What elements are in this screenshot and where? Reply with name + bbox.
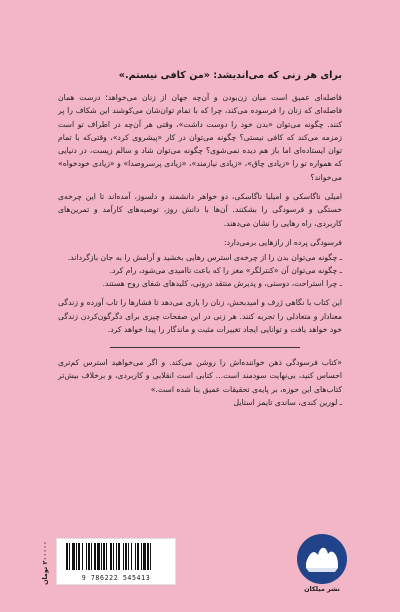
barcode-bar (69, 543, 70, 570)
barcode-bar (86, 543, 87, 570)
logo-graphic (295, 532, 349, 586)
review-quote (58, 356, 342, 409)
barcode (56, 538, 176, 585)
publisher-name: نشر میلکان (304, 585, 340, 593)
list-item: ـ چگونه می‌توان بدن را از چرخه‌ی استرس رهایی بخشید و آرامش را به جان بازگرداند. (67, 253, 342, 263)
barcode-bar (110, 543, 112, 570)
barcode-bar (78, 543, 80, 570)
barcode-bar (116, 543, 117, 570)
barcode-bar (106, 543, 107, 570)
list-item: ـ چگونه می‌توان آن «کنترلگر» مغز را که باعث ناامیدی می‌شود، رام کرد. (109, 266, 342, 276)
price-text: ۲۰۰۰۰۰ تومان (41, 541, 49, 585)
barcode-bar (88, 543, 90, 570)
barcode-digits: 9 786222 545413 (81, 574, 151, 582)
divider (110, 347, 300, 348)
logo-base (306, 568, 338, 572)
intro-paragraph: فاصله‌ای عمیق است میان زن‌بودن و آن‌چه جهان از زنان می‌خواهد؛ درست همان فاصله‌ای که زنان را فرسوده می‌کند، چرا که با تمام توان‌شان می‌کوشند این شکاف را پر کنند. چگونه می‌توان «بدن خود را دوست داشت»، وقتی هر آن‌چه در اطراف تو است زمزمه می‌کند که کافی نیستی؟ چگونه می‌توان در کار «پیشروی کرد»، وقتی‌که با تمام توان ایستاده‌ای اما باز هم دیده نمی‌شوی؟ چگونه می‌توان شاد و سالم زیست، در دنیایی که همواره تو را «زیادی چاق»، «زیادی نیازمند»، «زیادی پرسروصدا» و «زیادی خودخواه» می‌خواند؟ (58, 93, 342, 182)
barcode-bar (137, 543, 139, 570)
barcode-bar (135, 543, 136, 570)
list-item: ـ چرا استراحت، دوستی، و پذیرش منتقد درونی، کلیدهای شفای روح هستند. (102, 279, 342, 289)
barcode-bar (101, 543, 102, 570)
barcode-bar (82, 543, 83, 570)
barcode-bar (97, 543, 100, 570)
barcode-bar (150, 543, 151, 570)
list-intro: فرسودگی پرده از رازهایی برمی‌دارد: (224, 237, 342, 247)
authors-paragraph: امیلی ناگاسکی و امیلیا ناگاسکی، دو خواهر دانشمند و دلسوز، آمده‌اند تا این چرخه‌ی خستگی و فرسودگی را بشکنند. آن‌ها با دانش روز، توصیه‌های کارآمد و تمرین‌های کاربردی، راه رهایی را نشان می‌دهند. (58, 192, 342, 228)
barcode-bar (76, 543, 77, 570)
barcode-bar (91, 543, 92, 570)
barcode-bar (147, 543, 149, 570)
barcode-bar (113, 543, 114, 570)
barcode-bar (94, 543, 96, 570)
publisher-logo-icon (295, 532, 349, 586)
barcode-bar (131, 543, 132, 570)
cover-title: برای هر زنی که می‌اندیشد: «من کافی نیستم.» (118, 70, 342, 81)
barcode-bar (66, 543, 68, 570)
barcode-bar (103, 543, 105, 570)
barcode-bar (123, 543, 124, 570)
closing-paragraph: این کتاب با نگاهی ژرف و امیدبخش، زنان را یاری می‌دهد تا فشارها را تاب آورده و زندگی معنادار و متعادلی را تجربه کنند. هر زنی در این صفحات چیزی برای دگرگون‌کردن زندگی خود خواهد یافت و توانایی ایجاد تغییرات مثبت و ماندگار را پیدا خواهد کرد. (58, 298, 342, 334)
barcode-bar (72, 543, 75, 570)
barcode-bar (141, 543, 142, 570)
back-cover-text (58, 70, 342, 409)
barcode-bar (125, 543, 127, 570)
barcode-bar (118, 543, 120, 570)
barcode-bar (128, 543, 129, 570)
quote-text: «کتاب فرسودگی ذهن خواننده‌اش را روشن می‌کند. و اگر می‌خواهید استرس کم‌تری احساس کنید، بی‌نهایت سودمند است... کتابی است انقلابی و کاربردی، و برخلاف بیش‌تر کتاب‌های این حوزه، بر پایه‌ی تحقیقات عمیق بنا شده است.» (58, 358, 342, 394)
barcode-bar (143, 543, 146, 570)
quote-attribution: ـ لورین کندی، ساندی تایمز استایل (233, 398, 342, 408)
barcode-bars (66, 543, 167, 570)
price-label (37, 540, 53, 586)
bullet-list (58, 251, 342, 290)
